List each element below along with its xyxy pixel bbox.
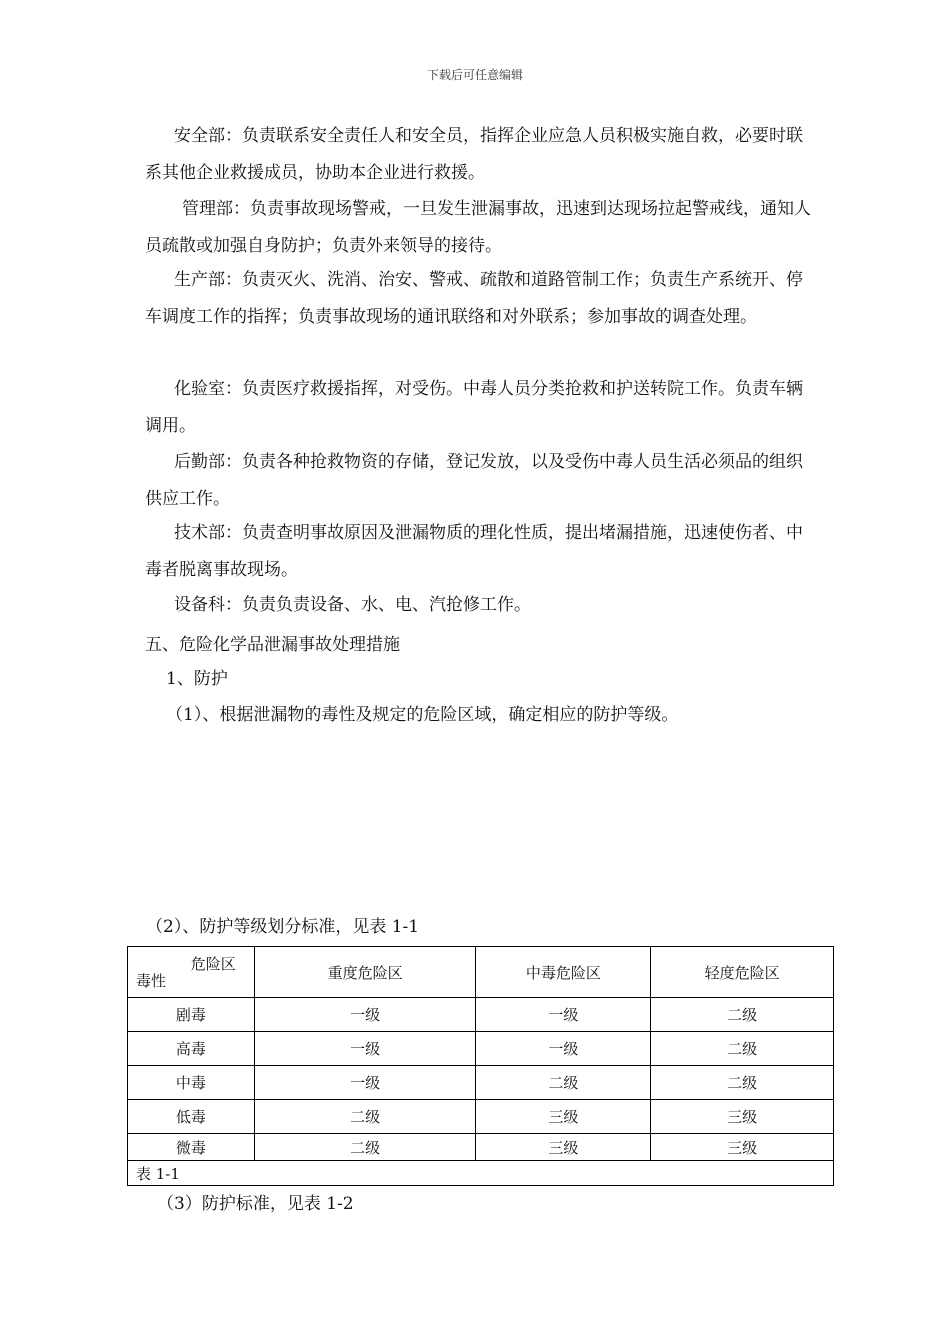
grade-cell: 一级 [254, 998, 476, 1032]
table-corner-cell [128, 947, 255, 998]
grade-cell: 二级 [476, 1066, 651, 1100]
grade-cell: 三级 [651, 1134, 834, 1161]
toxicity-cell: 低毒 [128, 1100, 255, 1134]
page-header: 下载后可任意编辑 [426, 68, 523, 82]
toxicity-cell: 微毒 [128, 1134, 255, 1161]
corner-label-toxicity: 毒性 [136, 972, 167, 990]
table-header-row [128, 947, 834, 998]
grade-cell: 二级 [651, 1032, 834, 1066]
protection-item-1: （1）、根据泄漏物的毒性及规定的危险区域，确定相应的防护等级。 [166, 705, 679, 725]
table-row [128, 1100, 834, 1134]
paragraph-safety-dept: 安全部：负责联系安全责任人和安全员，指挥企业应急人员积极实施自救，必要时联系其他企业救援成员，协助本企业进行救援。 [145, 126, 803, 183]
protection-item-3: （3）防护标准，见表 1-2 [157, 1194, 354, 1214]
toxicity-cell: 高毒 [128, 1032, 255, 1066]
paragraph-management-dept: 管理部：负责事故现场警戒，一旦发生泄漏事故，迅速到达现场拉起警戒线，通知人员疏散或加强自身防护；负责外来领导的接待。 [145, 199, 811, 256]
toxicity-cell: 中毒 [128, 1066, 255, 1100]
grade-cell: 二级 [651, 998, 834, 1032]
corner-label-zone: 危险区 [190, 955, 236, 973]
table-caption: 表 1-1 [128, 1161, 834, 1186]
protection-grade-table [127, 946, 834, 1186]
grade-cell: 二级 [254, 1100, 476, 1134]
grade-cell: 一级 [254, 1066, 476, 1100]
grade-cell: 三级 [651, 1100, 834, 1134]
paragraph-production-dept: 生产部：负责灭火、洗消、治安、警戒、疏散和道路管制工作；负责生产系统开、停车调度工作的指挥；负责事故现场的通讯联络和对外联系；参加事故的调查处理。 [145, 270, 803, 327]
table-caption-row [128, 1161, 834, 1186]
grade-cell: 三级 [476, 1134, 651, 1161]
grade-cell: 一级 [476, 998, 651, 1032]
paragraph-equipment-dept: 设备科：负责负责设备、水、电、汽抢修工作。 [174, 595, 531, 615]
grade-cell: 一级 [254, 1032, 476, 1066]
table-row [128, 1134, 834, 1161]
column-header: 轻度危险区 [651, 947, 834, 998]
paragraph-logistics-dept: 后勤部：负责各种抢救物资的存储，登记发放，以及受伤中毒人员生活必须品的组织供应工作。 [145, 452, 803, 509]
column-header: 中毒危险区 [476, 947, 651, 998]
table-row [128, 998, 834, 1032]
paragraph-lab: 化验室：负责医疗救援指挥，对受伤。中毒人员分类抢救和护送转院工作。负责车辆调用。 [145, 379, 803, 436]
section-heading: 五、危险化学品泄漏事故处理措施 [145, 635, 400, 655]
grade-cell: 一级 [476, 1032, 651, 1066]
table-row [128, 1066, 834, 1100]
table-row [128, 1032, 834, 1066]
protection-item-2: （2）、防护等级划分标准，见表 1-1 [146, 917, 420, 937]
column-header: 重度危险区 [254, 947, 476, 998]
grade-cell: 二级 [651, 1066, 834, 1100]
grade-cell: 三级 [476, 1100, 651, 1134]
paragraph-technical-dept: 技术部：负责查明事故原因及泄漏物质的理化性质，提出堵漏措施，迅速使伤者、中毒者脱离事故现场。 [145, 523, 803, 580]
grade-cell: 二级 [254, 1134, 476, 1161]
sub-heading: 1、防护 [166, 669, 228, 689]
toxicity-cell: 剧毒 [128, 998, 255, 1032]
